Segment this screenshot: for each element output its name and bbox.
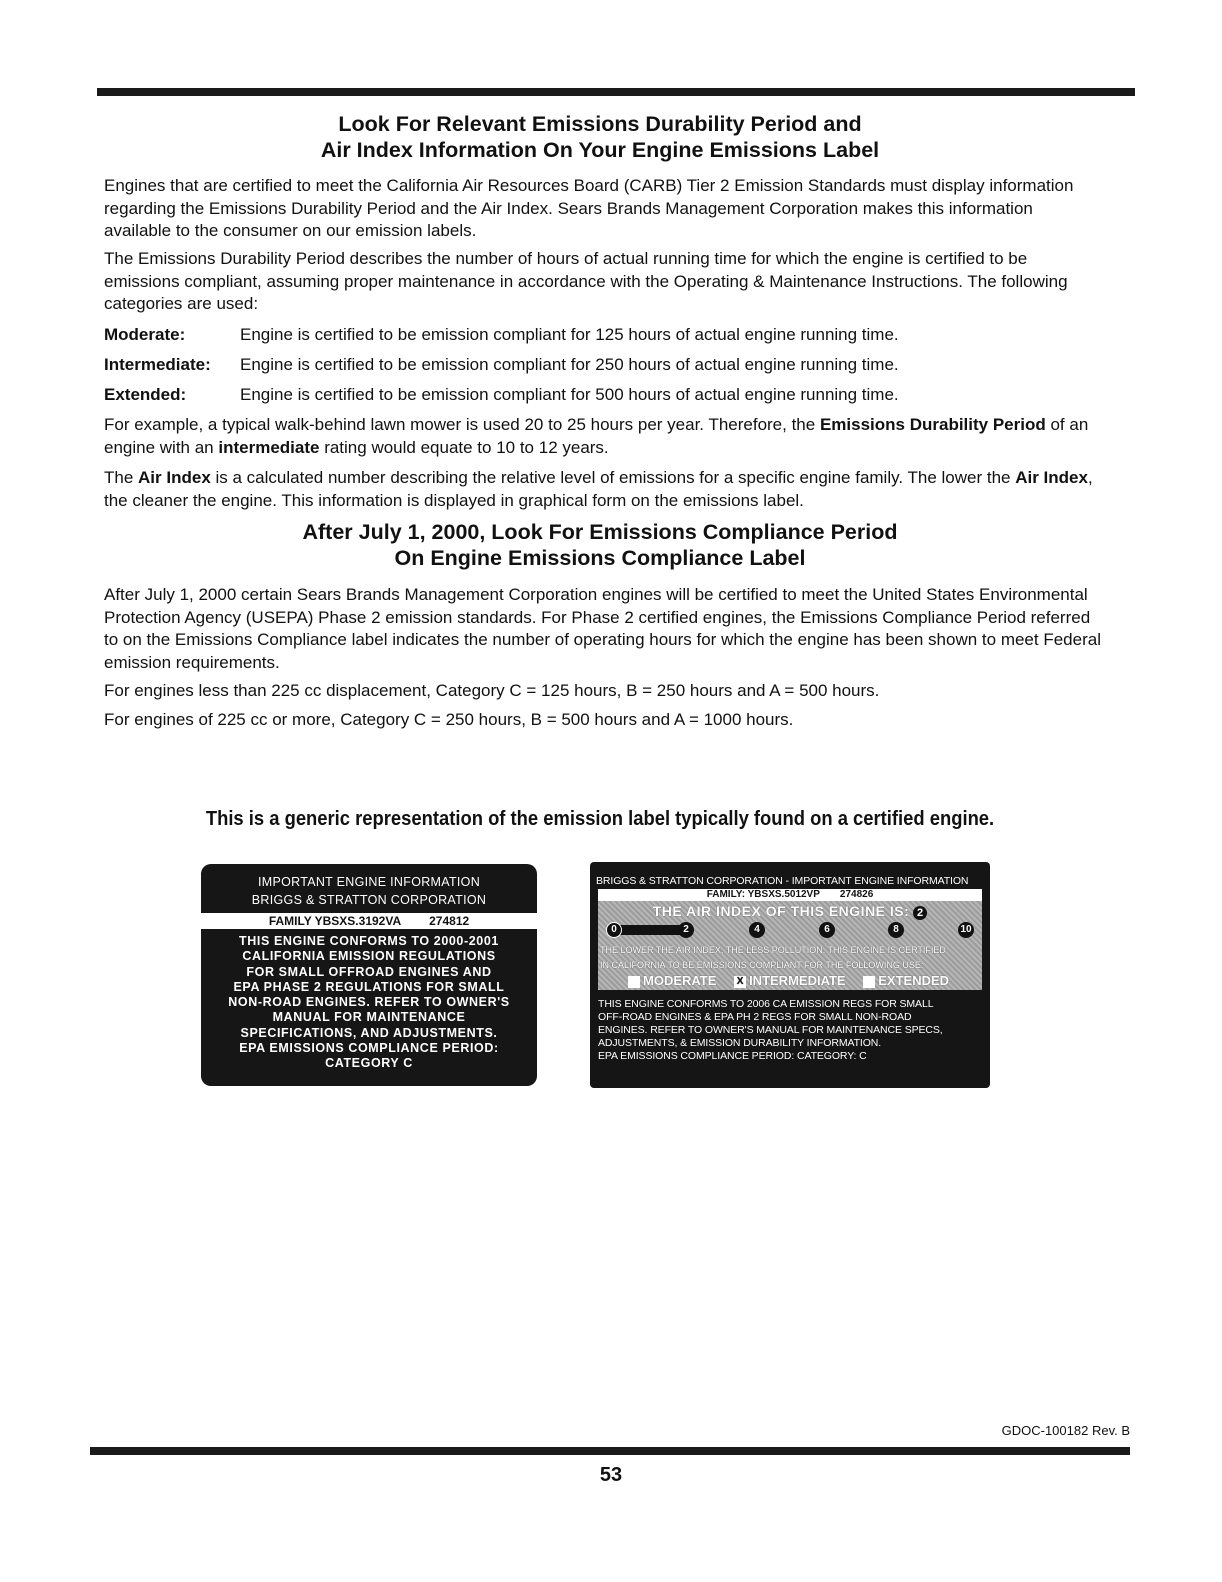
label-body-line: OFF-ROAD ENGINES & EPA PH 2 REGS FOR SMALL NON-ROAD <box>598 1011 912 1023</box>
category-term: Extended: <box>104 385 187 404</box>
label-body-line: CALIFORNIA EMISSION REGULATIONS <box>242 949 496 964</box>
heading-line: After July 1, 2000, Look For Emissions Compliance Period <box>302 520 898 544</box>
category-large-engines: For engines of 225 cc or more, Category C = 250 hours, B = 500 hours and A = 1000 hours. <box>104 710 794 729</box>
family-bar <box>201 913 537 929</box>
family-number: 274812 <box>429 914 470 928</box>
label-body-line: MANUAL FOR MAINTENANCE <box>272 1010 466 1025</box>
category-term: Moderate: <box>104 325 186 344</box>
label-body-line: FOR SMALL OFFROAD ENGINES AND <box>246 964 492 979</box>
heading-line: Air Index Information On Your Engine Emissions Label <box>320 138 880 162</box>
label-body-line: CATEGORY C <box>325 1056 413 1071</box>
document-code: GDOC-100182 Rev. B <box>1001 1423 1130 1438</box>
label-caption: This is a generic representation of the emission label typically found on a certified engine. <box>205 808 995 830</box>
air-index-scale <box>602 921 978 939</box>
category-term: Intermediate: <box>104 355 211 374</box>
category-desc: Engine is certified to be emission compliant for 250 hours of actual engine running time. <box>240 355 899 374</box>
family-number: 274826 <box>839 889 874 900</box>
label-body-line: NON-ROAD ENGINES. REFER TO OWNER'S <box>228 995 510 1010</box>
option-extended: EXTENDED <box>863 973 949 988</box>
bottom-rule <box>90 1447 1130 1455</box>
heading-line: Look For Relevant Emissions Durability Period and <box>338 112 862 136</box>
label-body-line: EPA EMISSIONS COMPLIANCE PERIOD: CATEGORY: C <box>598 1050 867 1062</box>
label-body-line: THIS ENGINE CONFORMS TO 2006 CA EMISSION REGS FOR SMALL <box>598 998 934 1010</box>
family-code: FAMILY: YBSXS.5012VP <box>706 889 820 900</box>
heading-line: On Engine Emissions Compliance Label <box>394 546 806 570</box>
label-body-line: EPA PHASE 2 REGULATIONS FOR SMALL <box>233 979 505 994</box>
emission-label-2000 <box>201 864 537 1086</box>
label-title: BRIGGS & STRATTON CORPORATION - IMPORTANT ENGINE INFORMATION <box>596 875 969 887</box>
scale-tick: 0 <box>606 922 622 938</box>
category-desc: Engine is certified to be emission compliant for 125 hours of actual engine running time. <box>240 325 899 344</box>
durability-options <box>628 973 978 988</box>
emission-label-2006 <box>590 862 990 1088</box>
section-heading-compliance <box>100 519 1100 571</box>
checkbox-checked-icon: X <box>734 976 746 988</box>
category-desc: Engine is certified to be emission compliant for 500 hours of actual engine running time. <box>240 385 899 404</box>
label-body <box>201 934 537 1072</box>
category-small-engines: For engines less than 225 cc displacement, Category C = 125 hours, B = 250 hours and A = 500 hours. <box>104 681 880 700</box>
page-number: 53 <box>599 1464 623 1486</box>
scale-tick: 10 <box>958 922 974 938</box>
label-header <box>201 873 537 909</box>
label-header-line: BRIGGS & STRATTON CORPORATION <box>251 893 487 907</box>
air-index-panel <box>598 901 982 990</box>
option-moderate: MODERATE <box>628 973 716 988</box>
scale-tick: 2 <box>678 922 694 938</box>
scale-tick: 6 <box>819 922 835 938</box>
air-index-note: THE LOWER THE AIR INDEX, THE LESS POLLUTION. THIS ENGINE IS CERTIFIED IN CALIFORNIA TO BE EMISSIONS COMPLIANT FOR THE FOLLOWING USE: <box>600 945 946 970</box>
air-index-line: THE AIR INDEX OF THIS ENGINE IS: 2 <box>598 903 982 920</box>
option-intermediate: X INTERMEDIATE <box>734 973 846 988</box>
label-body <box>590 990 990 1063</box>
label-body-line: SPECIFICATIONS, AND ADJUSTMENTS. <box>240 1025 498 1040</box>
scale-tick: 8 <box>888 922 904 938</box>
label-body-line: EPA EMISSIONS COMPLIANCE PERIOD: <box>239 1041 499 1056</box>
checkbox-icon <box>863 976 875 988</box>
label-header-line: IMPORTANT ENGINE INFORMATION <box>257 875 481 889</box>
phase2-paragraph: After July 1, 2000 certain Sears Brands Management Corporation engines will be certified to meet the United States Environmental Protection Agency (USEPA) Phase 2 emission standards. For Phase 2 certified engines, the Emissions Compliance Period referred to on the Emissions Compliance label indicates the number of operating hours for which the engine has been shown to meet Federal emission requirements. <box>104 585 1101 672</box>
air-index-value: 2 <box>913 906 927 920</box>
label-body-line: ADJUSTMENTS, & EMISSION DURABILITY INFORMATION. <box>598 1037 882 1049</box>
top-rule <box>97 88 1135 96</box>
durability-paragraph: The Emissions Durability Period describes the number of hours of actual running time for which the engine is certified to be emissions compliant, assuming proper maintenance in accordance with the Operating & Maintenance Instructions. The following categories are used: <box>104 249 1068 313</box>
air-index-paragraph: The Air Index is a calculated number describing the relative level of emissions for a specific engine family. The lower the Air Index, the cleaner the engine. This information is displayed in graphical form on the emissions label. <box>104 468 1093 510</box>
section-heading-air-index <box>100 111 1100 163</box>
air-index-bar <box>614 925 684 935</box>
example-paragraph: For example, a typical walk-behind lawn mower is used 20 to 25 hours per year. Therefore, the Emissions Durability Period of an engine with an intermediate rating would equate to 10 to 12 years. <box>104 415 1089 457</box>
family-code: FAMILY YBSXS.3192VA <box>268 914 402 928</box>
scale-tick: 4 <box>749 922 765 938</box>
label-body-line: ENGINES. REFER TO OWNER'S MANUAL FOR MAINTENANCE SPECS, <box>598 1024 943 1036</box>
family-bar <box>598 889 982 901</box>
label-body-line: THIS ENGINE CONFORMS TO 2000-2001 <box>239 934 499 948</box>
intro-paragraph: Engines that are certified to meet the California Air Resources Board (CARB) Tier 2 Emission Standards must display information regarding the Emissions Durability Period and the Air Index. Sears Brands Management Corporation makes this information available to the consumer on our emission labels. <box>104 176 1074 240</box>
checkbox-icon <box>628 976 640 988</box>
